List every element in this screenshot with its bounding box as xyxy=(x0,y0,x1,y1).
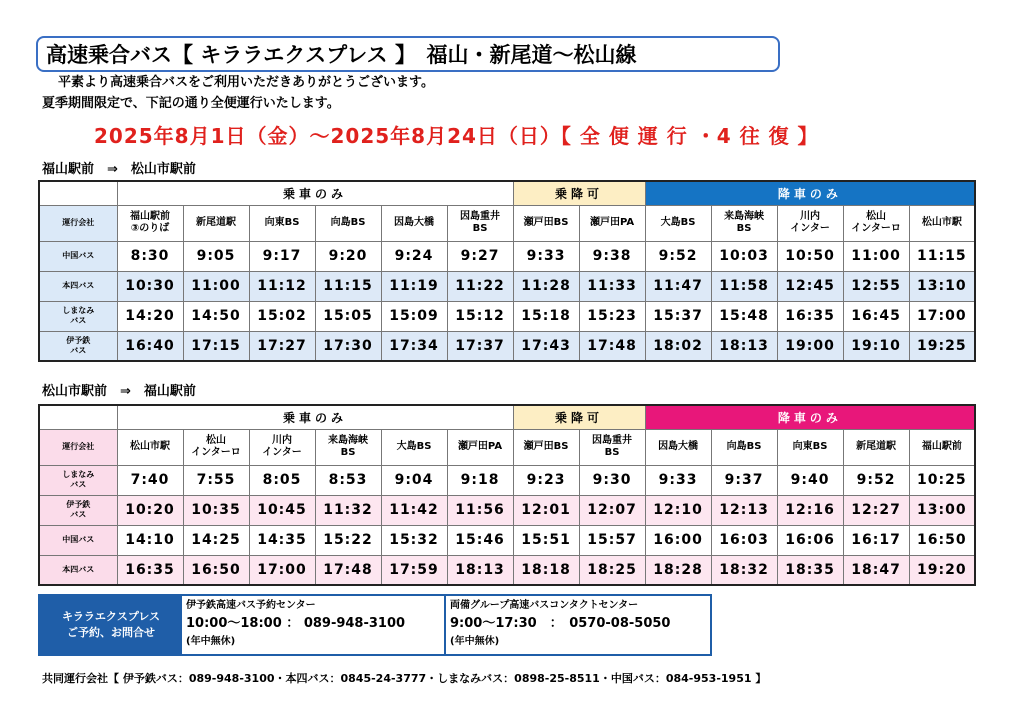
departure-time: 16:03 xyxy=(711,525,777,555)
stop-name: 川内 インター xyxy=(777,205,843,241)
departure-time: 17:30 xyxy=(315,331,381,361)
departure-time: 12:13 xyxy=(711,495,777,525)
stop-name: 大島BS xyxy=(381,429,447,465)
table-row xyxy=(39,555,975,585)
operator-header: 運行会社 xyxy=(39,205,117,241)
departure-time: 15:57 xyxy=(579,525,645,555)
departure-time: 18:28 xyxy=(645,555,711,585)
contact-label-line1: キララエクスプレス xyxy=(61,610,161,623)
header-blank xyxy=(39,405,117,429)
table-row xyxy=(39,525,975,555)
group-board-alight: 乗降可 xyxy=(513,405,645,429)
departure-time: 11:56 xyxy=(447,495,513,525)
departure-time: 9:20 xyxy=(315,241,381,271)
departure-time: 9:52 xyxy=(645,241,711,271)
departure-time: 12:07 xyxy=(579,495,645,525)
departure-time: 11:28 xyxy=(513,271,579,301)
departure-time: 9:38 xyxy=(579,241,645,271)
operator-name: 伊予鉄 バス xyxy=(39,331,117,361)
departure-time: 8:30 xyxy=(117,241,183,271)
group-alighting-only: 降車のみ xyxy=(645,405,975,429)
departure-time: 12:10 xyxy=(645,495,711,525)
departure-time: 18:18 xyxy=(513,555,579,585)
departure-time: 17:15 xyxy=(183,331,249,361)
departure-time: 11:32 xyxy=(315,495,381,525)
timetable-inbound xyxy=(38,404,976,586)
intro-text: 平素より高速乗合バスをご利用いただきありがとうございます。 xyxy=(58,75,434,90)
departure-time: 9:30 xyxy=(579,465,645,495)
stop-name: 松山 インターロ xyxy=(843,205,909,241)
departure-time: 15:32 xyxy=(381,525,447,555)
departure-time: 15:23 xyxy=(579,301,645,331)
departure-time: 15:51 xyxy=(513,525,579,555)
operator-name: 伊予鉄 バス xyxy=(39,495,117,525)
stop-name: 瀬戸田BS xyxy=(513,205,579,241)
departure-time: 15:22 xyxy=(315,525,381,555)
departure-time: 14:20 xyxy=(117,301,183,331)
departure-time: 18:47 xyxy=(843,555,909,585)
stop-name: 大島BS xyxy=(645,205,711,241)
stop-name: 瀬戸田PA xyxy=(579,205,645,241)
departure-time: 17:59 xyxy=(381,555,447,585)
departure-time: 11:15 xyxy=(315,271,381,301)
departure-time: 17:43 xyxy=(513,331,579,361)
departure-time: 19:20 xyxy=(909,555,975,585)
departure-time: 11:58 xyxy=(711,271,777,301)
departure-time: 15:18 xyxy=(513,301,579,331)
operator-name: 本四バス xyxy=(39,555,117,585)
departure-time: 9:40 xyxy=(777,465,843,495)
departure-time: 8:05 xyxy=(249,465,315,495)
departure-time: 9:52 xyxy=(843,465,909,495)
departure-time: 18:13 xyxy=(711,331,777,361)
stop-name: 因島大橋 xyxy=(645,429,711,465)
contact-center-iyotetsu xyxy=(182,596,446,654)
departure-time: 13:10 xyxy=(909,271,975,301)
footer-operators: 共同運行会社【 伊予鉄バス：089-948-3100・本四バス：0845-24-3777・しまなみバス：0898-25-8511・中国バス：084-953-1951 】 xyxy=(42,672,767,685)
departure-time: 10:50 xyxy=(777,241,843,271)
departure-time: 9:37 xyxy=(711,465,777,495)
departure-time: 15:09 xyxy=(381,301,447,331)
operator-name: 中国バス xyxy=(39,525,117,555)
group-board-alight: 乗降可 xyxy=(513,181,645,205)
departure-time: 14:50 xyxy=(183,301,249,331)
departure-time: 7:55 xyxy=(183,465,249,495)
departure-time: 7:40 xyxy=(117,465,183,495)
operator-name: しまなみ バス xyxy=(39,465,117,495)
stop-name: 瀬戸田BS xyxy=(513,429,579,465)
departure-time: 14:25 xyxy=(183,525,249,555)
departure-time: 18:25 xyxy=(579,555,645,585)
departure-time: 16:00 xyxy=(645,525,711,555)
stop-name: 福山駅前 xyxy=(909,429,975,465)
departure-time: 12:01 xyxy=(513,495,579,525)
departure-time: 15:46 xyxy=(447,525,513,555)
timetable-outbound xyxy=(38,180,976,362)
departure-time: 9:23 xyxy=(513,465,579,495)
departure-time: 18:13 xyxy=(447,555,513,585)
stop-name: 向島BS xyxy=(315,205,381,241)
departure-time: 11:12 xyxy=(249,271,315,301)
stop-name: 松山 インターロ xyxy=(183,429,249,465)
departure-time: 11:42 xyxy=(381,495,447,525)
operator-name: 中国バス xyxy=(39,241,117,271)
departure-time: 9:24 xyxy=(381,241,447,271)
departure-time: 17:00 xyxy=(249,555,315,585)
departure-time: 14:35 xyxy=(249,525,315,555)
departure-time: 18:02 xyxy=(645,331,711,361)
departure-time: 17:27 xyxy=(249,331,315,361)
stop-name: 松山市駅 xyxy=(909,205,975,241)
departure-time: 16:35 xyxy=(777,301,843,331)
departure-time: 11:47 xyxy=(645,271,711,301)
operator-header: 運行会社 xyxy=(39,429,117,465)
departure-time: 9:33 xyxy=(645,465,711,495)
center-name: 伊予鉄高速バス予約センター xyxy=(186,600,316,611)
contact-center-ryobi xyxy=(446,596,710,654)
stop-name: 因島重井 BS xyxy=(447,205,513,241)
departure-time: 11:00 xyxy=(843,241,909,271)
departure-time: 16:35 xyxy=(117,555,183,585)
center-phone: 10:00～18:00 ： 089-948-3100 xyxy=(186,616,406,631)
departure-time: 17:34 xyxy=(381,331,447,361)
departure-time: 14:10 xyxy=(117,525,183,555)
departure-time: 10:20 xyxy=(117,495,183,525)
stop-name: 松山市駅 xyxy=(117,429,183,465)
stop-name: 瀬戸田PA xyxy=(447,429,513,465)
departure-time: 10:30 xyxy=(117,271,183,301)
departure-time: 17:37 xyxy=(447,331,513,361)
stop-name: 向東BS xyxy=(777,429,843,465)
departure-time: 19:00 xyxy=(777,331,843,361)
stop-name: 因島重井 BS xyxy=(579,429,645,465)
direction-label-outbound: 福山駅前 ⇒ 松山市駅前 xyxy=(42,162,196,177)
departure-time: 17:00 xyxy=(909,301,975,331)
stop-name: 川内 インター xyxy=(249,429,315,465)
center-name: 両備グループ高速バスコンタクトセンター xyxy=(450,600,639,611)
departure-time: 11:15 xyxy=(909,241,975,271)
service-period: 2025年8月1日（金）～2025年8月24日（日）【 全 便 運 行 ・4 往 復 】 xyxy=(94,124,819,148)
departure-time: 9:18 xyxy=(447,465,513,495)
departure-time: 12:45 xyxy=(777,271,843,301)
departure-time: 15:05 xyxy=(315,301,381,331)
group-boarding-only: 乗車のみ xyxy=(117,181,513,205)
departure-time: 10:45 xyxy=(249,495,315,525)
operator-name: 本四バス xyxy=(39,271,117,301)
table-row xyxy=(39,331,975,361)
departure-time: 16:45 xyxy=(843,301,909,331)
departure-time: 16:50 xyxy=(909,525,975,555)
header-blank xyxy=(39,181,117,205)
departure-time: 9:05 xyxy=(183,241,249,271)
table-row xyxy=(39,271,975,301)
departure-time: 15:37 xyxy=(645,301,711,331)
departure-time: 18:35 xyxy=(777,555,843,585)
departure-time: 16:50 xyxy=(183,555,249,585)
stop-name: 因島大橋 xyxy=(381,205,447,241)
table-row xyxy=(39,301,975,331)
table-row xyxy=(39,495,975,525)
stop-name: 向島BS xyxy=(711,429,777,465)
departure-time: 9:33 xyxy=(513,241,579,271)
contact-box xyxy=(38,594,712,656)
departure-time: 15:48 xyxy=(711,301,777,331)
departure-time: 10:03 xyxy=(711,241,777,271)
page-title: 高速乗合バス【 キララエクスプレス 】 福山・新尾道～松山線 xyxy=(36,36,780,72)
departure-time: 11:19 xyxy=(381,271,447,301)
departure-time: 11:33 xyxy=(579,271,645,301)
direction-label-inbound: 松山市駅前 ⇒ 福山駅前 xyxy=(42,384,196,399)
table-row xyxy=(39,465,975,495)
stop-name: 向東BS xyxy=(249,205,315,241)
departure-time: 15:12 xyxy=(447,301,513,331)
departure-time: 9:17 xyxy=(249,241,315,271)
departure-time: 16:17 xyxy=(843,525,909,555)
departure-time: 17:48 xyxy=(579,331,645,361)
center-note: (年中無休) xyxy=(450,636,500,647)
contact-label xyxy=(40,596,182,654)
stop-name: 福山駅前 ③のりば xyxy=(117,205,183,241)
departure-time: 10:25 xyxy=(909,465,975,495)
departure-time: 11:00 xyxy=(183,271,249,301)
departure-time: 13:00 xyxy=(909,495,975,525)
stop-name: 来島海峡 BS xyxy=(315,429,381,465)
departure-time: 12:27 xyxy=(843,495,909,525)
departure-time: 16:40 xyxy=(117,331,183,361)
stop-name: 来島海峡 BS xyxy=(711,205,777,241)
departure-time: 10:35 xyxy=(183,495,249,525)
departure-time: 18:32 xyxy=(711,555,777,585)
departure-time: 16:06 xyxy=(777,525,843,555)
center-note: (年中無休) xyxy=(186,636,236,647)
center-phone: 9:00～17:30 ： 0570-08-5050 xyxy=(450,616,671,631)
departure-time: 12:55 xyxy=(843,271,909,301)
group-alighting-only: 降車のみ xyxy=(645,181,975,205)
departure-time: 9:27 xyxy=(447,241,513,271)
stop-name: 新尾道駅 xyxy=(843,429,909,465)
departure-time: 9:04 xyxy=(381,465,447,495)
stop-name: 新尾道駅 xyxy=(183,205,249,241)
departure-time: 11:22 xyxy=(447,271,513,301)
contact-label-line2: ご予約、お問合せ xyxy=(67,626,155,639)
departure-time: 12:16 xyxy=(777,495,843,525)
notice-text: 夏季期間限定で、下記の通り全便運行いたします。 xyxy=(42,96,340,111)
departure-time: 8:53 xyxy=(315,465,381,495)
operator-name: しまなみ バス xyxy=(39,301,117,331)
departure-time: 15:02 xyxy=(249,301,315,331)
departure-time: 19:25 xyxy=(909,331,975,361)
group-boarding-only: 乗車のみ xyxy=(117,405,513,429)
table-row xyxy=(39,241,975,271)
departure-time: 17:48 xyxy=(315,555,381,585)
departure-time: 19:10 xyxy=(843,331,909,361)
